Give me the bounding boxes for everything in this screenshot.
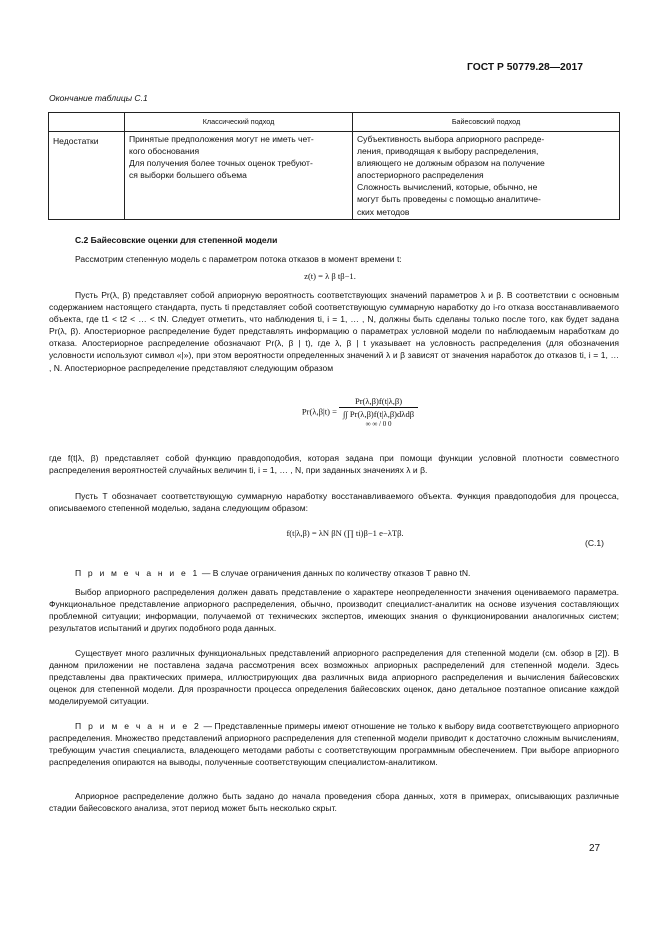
bayes-line: Сложность вычислений, которые, обычно, не — [357, 182, 538, 193]
formula-likelihood: f(t|λ,β) = λN βN (∏ ti)β−1 e−λTβ. — [286, 528, 404, 538]
classic-line: Для получения более точных оценок требуют- — [129, 158, 313, 169]
table-header-cell — [49, 113, 125, 132]
formula-posterior-lhs: Pr(λ,β|t) = — [301, 406, 337, 417]
paragraph-3: где f(t|λ, β) представляет собой функцию правдоподобия, которая задана при помощи функции условной плотности совместного распределения вероятностей случайных величин ti, i = 1, … , N, при заданных значениях λ и β. — [49, 453, 619, 476]
formula-posterior-denominator: ∫∫ Pr(λ,β)f(t|λ,β)dλdβ — [343, 409, 415, 420]
table-header-classic: Классический подход — [125, 113, 353, 132]
row-label: Недостатки — [49, 132, 125, 220]
bayes-line: ских методов — [357, 206, 410, 217]
paragraph-5: Выбор априорного распределения должен давать представление о характере неопределенности значения оцениваемого параметра. Функциональное представление априорного распределения, обычно, производит специалист-аналитик на основе изучения составляющих проблемной ситуации; информации, получаемой от технических экспертов, имеющих знания о функционировании аналогичных систем; результатов испытаний и других подобного рода данных. — [49, 587, 619, 634]
note-1-label: П р и м е ч а н и е 1 — [75, 568, 200, 578]
note-2-text: — Представленные примеры имеют отношение не только к выбору вида соответствующего априорного распределения. Множество представлений априорного распределения для степенной модели приводит к достаточно сложным вычислениям, требующим участия специалиста, владеющего методами работы с соответствующим программным обеспечением. При выборе априорного распределения опираются на выводы, полученные соответствующим специалистом-аналитиком. — [49, 721, 619, 768]
document-code: ГОСТ Р 50779.28—2017 — [467, 62, 583, 73]
bayes-line: могут быть проведены с помощью аналитиче- — [357, 194, 541, 205]
paragraph-4: Пусть T обозначает соответствующую суммарную наработку восстанавливаемого объекта. Функция правдоподобия для процесса, описываемого степенной моделью, задана следующим образом: — [49, 491, 619, 514]
classic-line: Принятые предположения могут не иметь чет- — [129, 134, 314, 144]
paragraph-7: Априорное распределение должно быть задано до начала проведения сбора данных, хотя в примерах, описывающих различные стадии байесовского анализа, этот период может быть несколько скрыт. — [49, 791, 619, 814]
table-header-bayes: Байесовский подход — [353, 113, 620, 132]
page-number: 27 — [589, 843, 601, 854]
paragraph-2: Пусть Pr(λ, β) представляет собой априорную вероятность соответствующих значений параметров λ и β. В соответствии с основным содержанием настоящего стандарта, пусть ti представляет собой соответствующую суммарную наработку до i-го отказа восстанавливаемого объекта, где t1 < t2 < … < tN. Следует отметить, что наблюдения ti, i = 1, … , N, должны быть сделаны только после того, как будет задана Pr(λ, β). Апостериорное распределение будет представлять информацию о параметрах условной модели по наблюдаемым наработкам до отказа. Апостериорное распределение обозначают Pr(λ, β | t), где λ, β | t указывает на условность распределения (для обозначения условности используют символ «|»), при этом вероятности определенных значений λ и β зависят от значения наработок до отказов ti, i = 1, … , N. Апостериорное распределение представляют следующим образом — [49, 290, 619, 373]
formula-number: (С.1) — [585, 538, 604, 548]
classic-line: ся выборки большего объема — [129, 170, 247, 181]
note-1 — [49, 567, 619, 579]
classic-cell — [125, 132, 353, 220]
formula-posterior-fraction — [339, 395, 418, 428]
classic-line: кого обоснования — [129, 146, 200, 157]
table-header-row — [49, 113, 620, 132]
paragraph-1: Рассмотрим степенную модель с параметром потока отказов в момент времени t: — [75, 254, 402, 264]
formula-posterior — [250, 395, 470, 440]
bayes-line: апостериорного распределения — [357, 170, 484, 181]
table-caption: Окончание таблицы С.1 — [49, 93, 148, 103]
formula-posterior-limits: ∞ ∞ / 0 0 — [365, 420, 392, 429]
note-1-text: — В случае ограничения данных по количеству отказов T равно tN. — [201, 568, 471, 578]
table-row — [49, 132, 620, 220]
bayes-line: влияющего не должным образом на получение — [357, 158, 545, 169]
note-2-label: П р и м е ч а н и е 2 — [75, 721, 201, 731]
comparison-table — [48, 112, 620, 220]
paragraph-6: Существует много различных функциональных представлений априорного распределения для степенной модели (см. обзор в [2]). В данном приложении не поставлена задача рассмотрения всех возможных априорных распределений для степенной модели. Здесь представлены два практических примера, иллюстрирующих два различных вида априорного распределения и вычисления байесовских оценок для степенной модели. Для прозрачности процесса определения байесовских оценок, дано детальное поэтапное описание каждой моделируемой ситуации. — [49, 648, 619, 707]
formula-posterior-numerator: Pr(λ,β)f(t|λ,β) — [339, 395, 418, 408]
section-title: С.2 Байесовские оценки для степенной модели — [75, 235, 278, 245]
bayes-line: ления, приводящая к выбору распределения, — [357, 146, 539, 157]
note-2 — [49, 720, 619, 768]
bayes-line: Субъективность выбора априорного распреде- — [357, 134, 545, 144]
formula-power-model: z(t) = λ β tβ−1. — [304, 271, 356, 281]
bayes-cell — [353, 132, 620, 220]
